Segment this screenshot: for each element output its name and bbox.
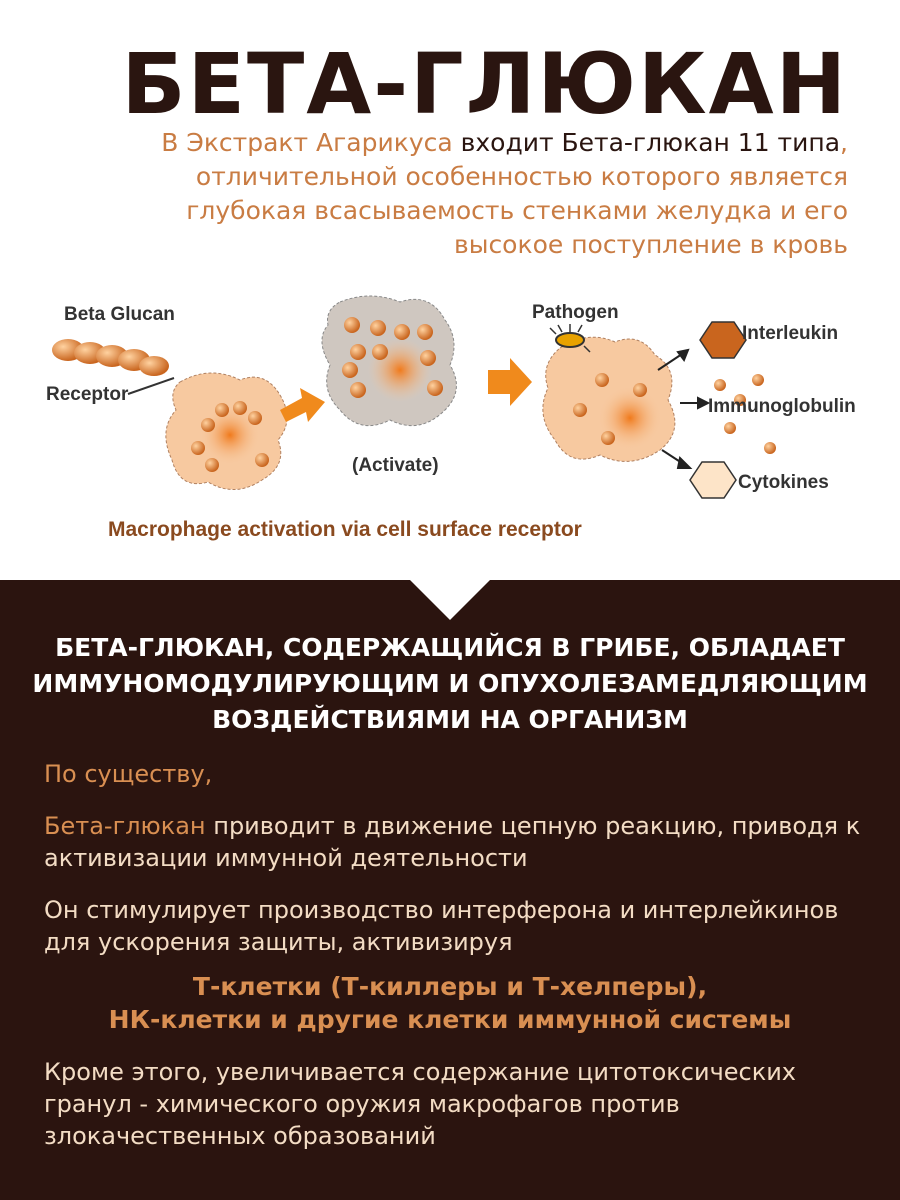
intro-text xyxy=(128,126,848,262)
intro-line: По существу, xyxy=(44,760,213,788)
paragraph-1 xyxy=(44,810,874,874)
section-notch xyxy=(410,580,490,620)
top-section xyxy=(0,0,900,580)
label-activate: (Activate) xyxy=(352,455,439,476)
label-immunoglobulin: Immunoglobulin xyxy=(708,396,856,417)
label-receptor: Receptor xyxy=(46,384,129,405)
immune-cells-line-2: НК-клетки и другие клетки иммунной системы xyxy=(108,1005,792,1034)
label-pathogen: Pathogen xyxy=(532,302,619,323)
paragraph-2: Он стимулирует производство интерферона и интерлейкинов для ускорения защиты, активизируя xyxy=(44,896,839,956)
interleukin-hexagon xyxy=(700,322,746,358)
headline-line-1: БЕТА-ГЛЮКАН, СОДЕРЖАЩИЙСЯ В ГРИБЕ, ОБЛАДАЕТ xyxy=(55,633,845,662)
immune-cells xyxy=(0,970,900,1036)
receptor-pointer xyxy=(128,378,174,394)
cytokines-hexagon xyxy=(690,462,736,498)
headline-line-2: ИММУНОМОДУЛИРУЮЩИМ И ОПУХОЛЕЗАМЕДЛЯЮЩИМ xyxy=(32,669,868,698)
label-interleukin: Interleukin xyxy=(742,323,839,344)
intro-part-3: Бета-глюкан 11 типа xyxy=(553,128,841,157)
label-beta-glucan: Beta Glucan xyxy=(64,304,175,325)
arrow-2 xyxy=(488,358,532,406)
paragraph-3: Кроме этого, увеличивается содержание цитотоксических гранул - химического оружия макрофагов против злокачественных образований xyxy=(44,1058,797,1150)
label-cytokines: Cytokines xyxy=(738,472,829,493)
diagram-caption: Macrophage activation via cell surface receptor xyxy=(108,518,582,541)
headline-line-3: ВОЗДЕЙСТВИЯМИ НА ОРГАНИЗМ xyxy=(212,705,688,734)
arrow-1 xyxy=(280,388,325,422)
paragraph-1-rest: приводит в движение цепную реакцию, приводя к активизации иммунной деятельности xyxy=(44,812,861,872)
beta-glucan-chain xyxy=(52,339,169,376)
main-headline xyxy=(0,630,900,738)
paragraph-1-accent: Бета-глюкан xyxy=(44,812,206,840)
intro-part-1: В Экстракт Агарикуса xyxy=(161,128,461,157)
page-title: БЕТА-ГЛЮКАН xyxy=(121,35,848,133)
intro-part-2: входит xyxy=(460,128,554,157)
immune-cells-line-1: Т-клетки (Т-киллеры и Т-хелперы), xyxy=(192,972,708,1001)
intro-part-4: , отличительной особенностью которого является глубокая всасываемость стенками желудка и его высокое поступление в кровь xyxy=(186,128,848,259)
